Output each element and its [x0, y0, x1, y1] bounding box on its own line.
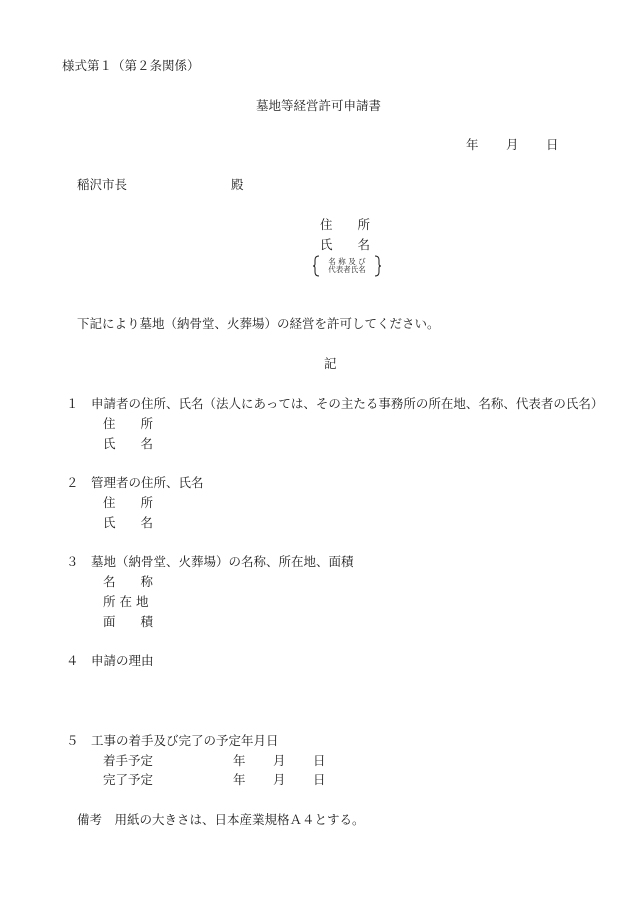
section-5-end-month: 月: [273, 772, 286, 787]
section-2-address: 住 所: [103, 495, 154, 510]
date-month: 月: [506, 137, 519, 152]
section-1-heading: １ 申請者の住所、氏名（法人にあっては、その主たる事務所の所在地、名称、代表者の氏名）: [66, 396, 604, 411]
section-1-address: 住 所: [103, 416, 154, 431]
section-3-heading: ３ 墓地（納骨堂、火葬場）の名称、所在地、面積: [66, 554, 354, 569]
section-3-location: 所 在 地: [103, 594, 149, 609]
section-5-start-month: 月: [273, 753, 286, 768]
corp-name-bracket: [313, 255, 381, 277]
section-4-heading: ４ 申請の理由: [66, 653, 154, 668]
section-5-end-day: 日: [313, 772, 326, 787]
section-2-heading: ２ 管理者の住所、氏名: [66, 475, 204, 490]
section-2-name: 氏 名: [103, 515, 154, 530]
section-1-name: 氏 名: [103, 436, 154, 451]
addressee-name: 稲沢市長: [77, 177, 128, 192]
request-text: 下記により墓地（納骨堂、火葬場）の経営を許可してください。: [77, 316, 440, 331]
section-5-end-year: 年: [233, 772, 246, 787]
note: 備考 用紙の大きさは、日本産業規格Ａ４とする。: [77, 812, 365, 827]
section-5-start-label: 着手予定: [103, 753, 154, 768]
section-3-name: 名 称: [103, 574, 154, 589]
applicant-name-label: 氏 名: [320, 237, 371, 252]
ki-heading: 記: [324, 356, 337, 371]
section-5-start-year: 年: [233, 753, 246, 768]
section-3-area: 面 積: [103, 614, 154, 629]
corp-line-1: 名 称 及 び: [328, 257, 366, 266]
corp-line-2: 代表者氏名: [328, 265, 366, 274]
section-5-start-day: 日: [313, 753, 326, 768]
applicant-address-label: 住 所: [320, 217, 371, 232]
form-label: 様式第１（第２条関係）: [62, 58, 200, 73]
addressee-honorific: 殿: [231, 177, 244, 192]
section-5-heading: ５ 工事の着手及び完了の予定年月日: [66, 733, 279, 748]
date-year: 年: [466, 137, 479, 152]
section-5-end-label: 完了予定: [103, 772, 154, 787]
date-day: 日: [546, 137, 559, 152]
document-title: 墓地等経営許可申請書: [256, 98, 382, 113]
